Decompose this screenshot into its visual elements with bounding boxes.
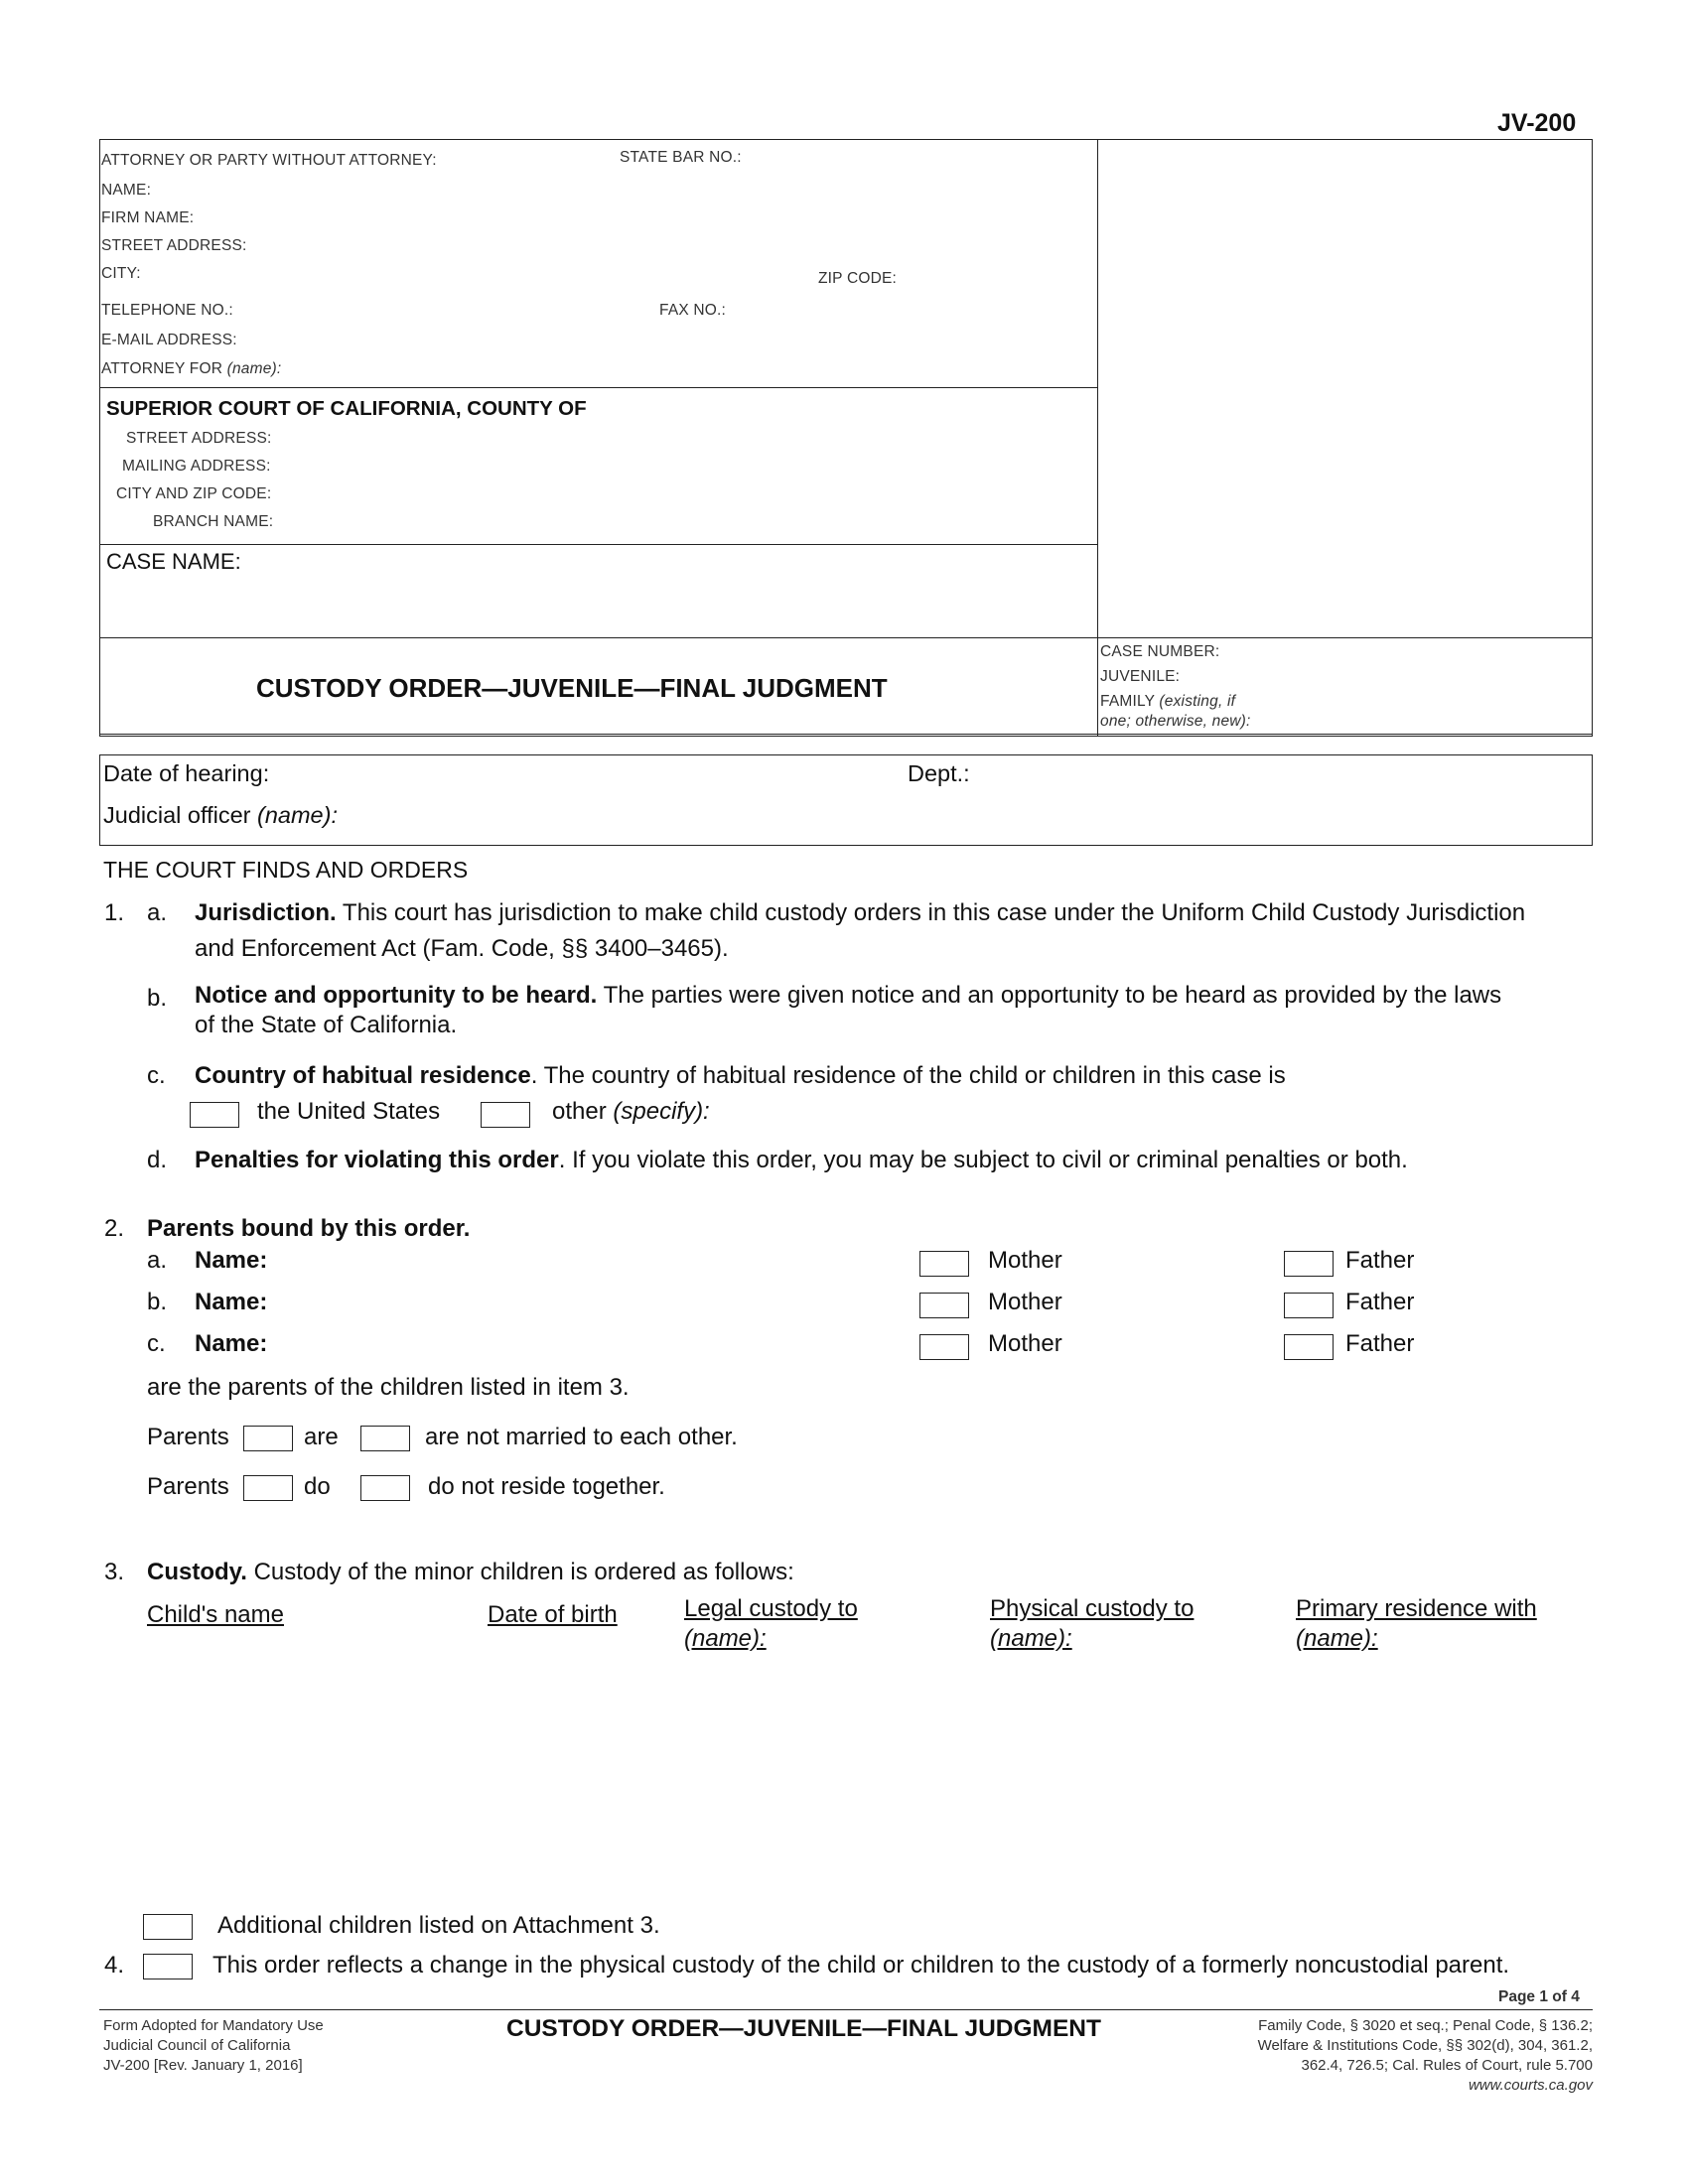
item2b-name-label: Name: (195, 1289, 268, 1315)
married-suffix: married to each other. (505, 1424, 738, 1450)
checkbox-2b-mother[interactable] (919, 1293, 969, 1318)
family-note-1: (existing, if (1159, 693, 1236, 710)
item4-number: 4. (104, 1952, 125, 1979)
street-address-label: STREET ADDRESS: (101, 237, 247, 254)
col-legal-line1: Legal custody to (684, 1595, 858, 1622)
item1b-title: Notice and opportunity to be heard. (195, 982, 598, 1009)
checkbox-2a-mother[interactable] (919, 1251, 969, 1277)
attorney-section-divider (99, 387, 1097, 388)
item1b-line1: The parties were given notice and an opportunity to be heard as provided by the laws (603, 982, 1502, 1009)
item2b-mother-label: Mother (988, 1289, 1062, 1315)
married-are-not-text: are not (425, 1424, 499, 1450)
item1a-title: Jurisdiction. (195, 899, 337, 926)
hearing-box (99, 754, 1593, 846)
reside-do-not-text: do not (428, 1473, 494, 1500)
footer-codes-2: Welfare & Institutions Code, §§ 302(d), 304, 361.2, (1257, 2037, 1593, 2054)
page-number: Page 1 of 4 (1498, 1988, 1580, 2005)
checkbox-item4[interactable] (143, 1954, 193, 1979)
item3-text: Custody of the minor children is ordered as follows: (253, 1559, 794, 1585)
married-are-label: are (304, 1424, 339, 1450)
item2a-father-label: Father (1345, 1247, 1415, 1274)
item1b-letter: b. (147, 985, 168, 1012)
item1c-body: . The country of habitual residence of the child or children in this case is (530, 1062, 1286, 1089)
col-physical-line1: Physical custody to (990, 1595, 1195, 1622)
additional-children-label: Additional children listed on Attachment 3. (217, 1912, 660, 1939)
col-physical-line2: (name): (990, 1625, 1072, 1652)
item2a-mother-label: Mother (988, 1247, 1062, 1274)
parents-of-text: are the parents of the children listed in item 3. (147, 1374, 630, 1401)
col-child-name: Child's name (147, 1601, 284, 1628)
reside-do-not-label (428, 1469, 665, 1505)
court-street-address-label: STREET ADDRESS: (126, 430, 272, 447)
footer-codes-3: 362.4, 726.5; Cal. Rules of Court, rule 5.700 (1301, 2057, 1593, 2074)
item1d-body: . If you violate this order, you may be subject to civil or criminal penalties or both. (558, 1147, 1408, 1173)
item3-title: Custody. (147, 1559, 247, 1585)
item3-number: 3. (104, 1559, 125, 1585)
footer-adopted-1: Form Adopted for Mandatory Use (103, 2017, 324, 2034)
family-label (1100, 693, 1235, 711)
checkbox-additional-children[interactable] (143, 1914, 193, 1940)
checkbox-reside-do[interactable] (243, 1475, 293, 1501)
form-number: JV-200 (1497, 109, 1577, 137)
item4-text: This order reflects a change in the physical custody of the child or children to the custody of a formerly noncustodial parent. (212, 1952, 1510, 1979)
checkbox-reside-do-not[interactable] (360, 1475, 410, 1501)
checkbox-married-are[interactable] (243, 1426, 293, 1451)
footer-adopted-2: Judicial Council of California (103, 2037, 291, 2054)
option-united-states-label: the United States (257, 1098, 441, 1125)
fax-label: FAX NO.: (659, 302, 727, 319)
reside-suffix: reside together. (500, 1473, 665, 1500)
court-mailing-address-label: MAILING ADDRESS: (122, 458, 271, 475)
col-primary-residence (1296, 1594, 1537, 1654)
attorney-for-text: ATTORNEY FOR (101, 360, 223, 377)
option-other-text: other (552, 1098, 607, 1125)
judicial-officer-label (103, 802, 338, 829)
item1c-text (195, 1058, 1585, 1094)
judicial-officer-name-hint: (name): (257, 802, 338, 828)
item2c-father-label: Father (1345, 1330, 1415, 1357)
checkbox-2c-mother[interactable] (919, 1334, 969, 1360)
option-other-country-label (552, 1094, 710, 1130)
checkbox-united-states[interactable] (190, 1102, 239, 1128)
col-primary-line2: (name): (1296, 1625, 1378, 1652)
checkbox-2b-father[interactable] (1284, 1293, 1334, 1318)
checkbox-2c-father[interactable] (1284, 1334, 1334, 1360)
item2c-name-label: Name: (195, 1330, 268, 1357)
dept-label: Dept.: (908, 760, 970, 786)
item2b-father-label: Father (1345, 1289, 1415, 1315)
item2a-letter: a. (147, 1247, 168, 1274)
item1a-line2: and Enforcement Act (Fam. Code, §§ 3400–3465). (195, 935, 729, 962)
email-label: E-MAIL ADDRESS: (101, 332, 237, 348)
married-prefix: Parents (147, 1424, 229, 1450)
judicial-officer-text: Judicial officer (103, 802, 251, 828)
item1d-title: Penalties for violating this order (195, 1147, 559, 1173)
married-are-not-label (425, 1420, 738, 1455)
item2c-letter: c. (147, 1330, 166, 1357)
city-label: CITY: (101, 265, 141, 282)
attorney-label: ATTORNEY OR PARTY WITHOUT ATTORNEY: (101, 152, 437, 169)
item1-number: 1. (104, 899, 125, 926)
item1b-text (195, 981, 1585, 1040)
court-branch-name-label: BRANCH NAME: (153, 513, 274, 530)
court-title: SUPERIOR COURT OF CALIFORNIA, COUNTY OF (106, 397, 587, 420)
telephone-label: TELEPHONE NO.: (101, 302, 233, 319)
option-other-specify: (specify): (613, 1098, 710, 1125)
item2-title: Parents bound by this order. (147, 1215, 471, 1242)
item1d-letter: d. (147, 1147, 168, 1173)
item1b-line2: of the State of California. (195, 1012, 458, 1038)
item2a-name-label: Name: (195, 1247, 268, 1274)
juvenile-label: JUVENILE: (1100, 668, 1181, 685)
case-number-divider (1097, 637, 1098, 737)
firm-name-label: FIRM NAME: (101, 209, 195, 226)
reside-prefix: Parents (147, 1473, 229, 1500)
checkbox-2a-father[interactable] (1284, 1251, 1334, 1277)
zip-code-label: ZIP CODE: (818, 270, 898, 287)
footer-title: CUSTODY ORDER—JUVENILE—FINAL JUDGMENT (506, 2015, 1101, 2042)
item2b-letter: b. (147, 1289, 168, 1315)
item1d-text (195, 1143, 1585, 1178)
col-legal-custody (684, 1594, 858, 1654)
checkbox-other-country[interactable] (481, 1102, 530, 1128)
family-note-2: one; otherwise, new): (1100, 713, 1251, 730)
name-label: NAME: (101, 182, 152, 199)
attorney-for-label (101, 360, 281, 378)
form-title: CUSTODY ORDER—JUVENILE—FINAL JUDGMENT (256, 673, 888, 703)
item1a-text (195, 895, 1585, 967)
item3-intro (147, 1555, 794, 1590)
date-of-hearing-label: Date of hearing: (103, 760, 270, 786)
col-primary-line1: Primary residence with (1296, 1595, 1537, 1622)
case-name-label: CASE NAME: (106, 549, 241, 574)
item1a-letter: a. (147, 899, 168, 926)
item1c-letter: c. (147, 1062, 166, 1089)
item2-number: 2. (104, 1215, 125, 1242)
item2c-mother-label: Mother (988, 1330, 1062, 1357)
footer-codes-1: Family Code, § 3020 et seq.; Penal Code, § 136.2; (1258, 2017, 1593, 2034)
attorney-for-name-hint: (name): (226, 360, 282, 377)
col-legal-line2: (name): (684, 1625, 767, 1652)
footer-rule (99, 2009, 1593, 2010)
state-bar-label: STATE BAR NO.: (620, 149, 742, 166)
footer-adopted-3: JV-200 [Rev. January 1, 2016] (103, 2057, 303, 2074)
col-physical-custody (990, 1594, 1194, 1654)
court-city-zip-label: CITY AND ZIP CODE: (116, 485, 272, 502)
item1a-line1: This court has jurisdiction to make child custody orders in this case under the Uniform Child Custody Jurisdiction (342, 899, 1526, 926)
court-section-divider (99, 544, 1097, 545)
findings-heading: THE COURT FINDS AND ORDERS (103, 857, 469, 883)
item1c-title: Country of habitual residence (195, 1062, 531, 1089)
case-number-label: CASE NUMBER: (1100, 643, 1220, 660)
footer-website[interactable]: www.courts.ca.gov (1468, 2077, 1593, 2094)
reside-do-label: do (304, 1473, 331, 1500)
family-label-text: FAMILY (1100, 693, 1155, 710)
col-date-of-birth: Date of birth (488, 1601, 618, 1628)
checkbox-married-are-not[interactable] (360, 1426, 410, 1451)
